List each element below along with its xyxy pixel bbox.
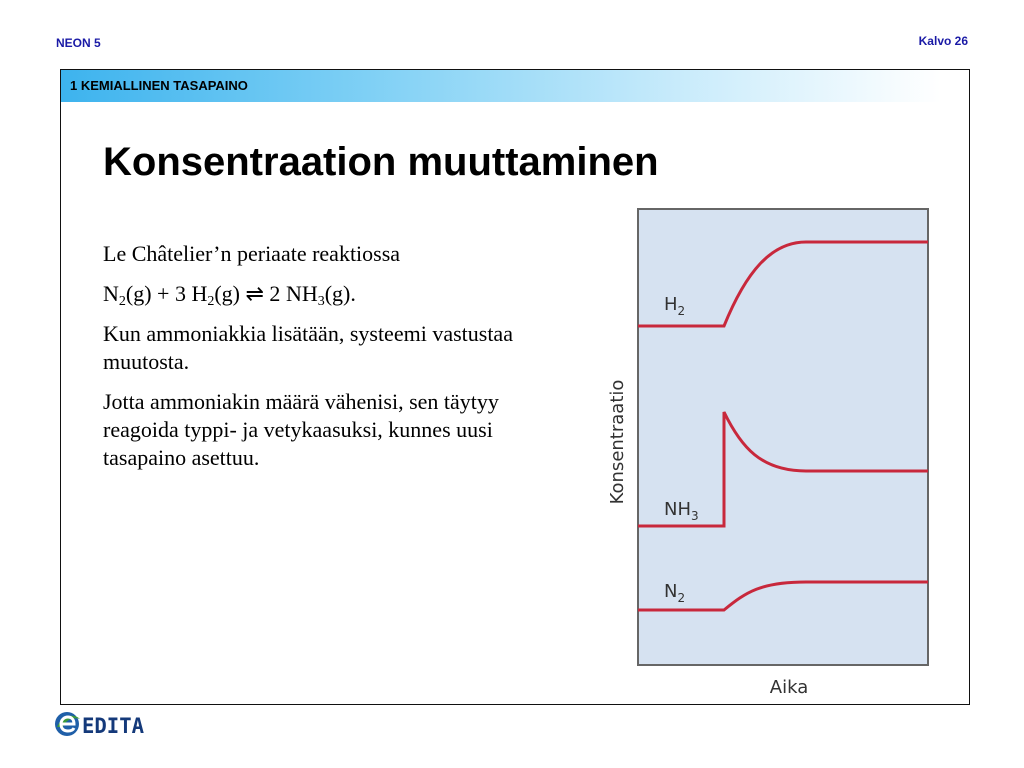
- eq-n: N: [103, 281, 119, 306]
- eq-nh-sub: 3: [317, 294, 325, 309]
- x-axis-label: Aika: [769, 677, 809, 698]
- eq-h-state: (g) ⇌ 2: [214, 281, 286, 306]
- edita-logo: [52, 707, 152, 741]
- logo-wordmark: EDITA: [82, 714, 145, 738]
- eq-nh-state: (g).: [324, 281, 356, 306]
- section-heading: 1 KEMIALLINEN TASAPAINO: [70, 78, 248, 93]
- slide-title: Konsentraation muuttaminen: [103, 140, 659, 184]
- body-paragraph-equilibrium: Jotta ammoniakin määrä vähenisi, sen täytyy reagoida typpi- ja vetykaasuksi, kunnes uusi tasapaino asettuu.: [103, 389, 499, 470]
- reaction-equation: [103, 280, 543, 308]
- series-label-n2: $N_2$: [664, 581, 686, 605]
- eq-h-sub: 2: [207, 294, 215, 309]
- eq-nh: NH: [285, 281, 318, 306]
- series-label-nh3: $NH_3$: [664, 499, 699, 523]
- slide-body: [103, 240, 543, 484]
- y-axis-label: Konsentraatio: [607, 379, 628, 505]
- slide-frame: [60, 69, 970, 705]
- eq-h: H: [191, 281, 208, 306]
- slide-number: Kalvo 26: [918, 34, 968, 48]
- eq-n-state: (g) + 3: [125, 281, 192, 306]
- section-band: [61, 70, 941, 102]
- body-paragraph-principle: Le Châtelier’n periaate reaktiossa: [103, 241, 401, 266]
- slide-series-label: NEON 5: [56, 36, 101, 50]
- concentration-chart: [601, 202, 951, 702]
- series-label-h2: $H_2$: [664, 294, 686, 318]
- body-paragraph-addition: Kun ammoniakkia lisätään, systeemi vastustaa muutosta.: [103, 321, 513, 374]
- eq-n-sub: 2: [118, 294, 126, 309]
